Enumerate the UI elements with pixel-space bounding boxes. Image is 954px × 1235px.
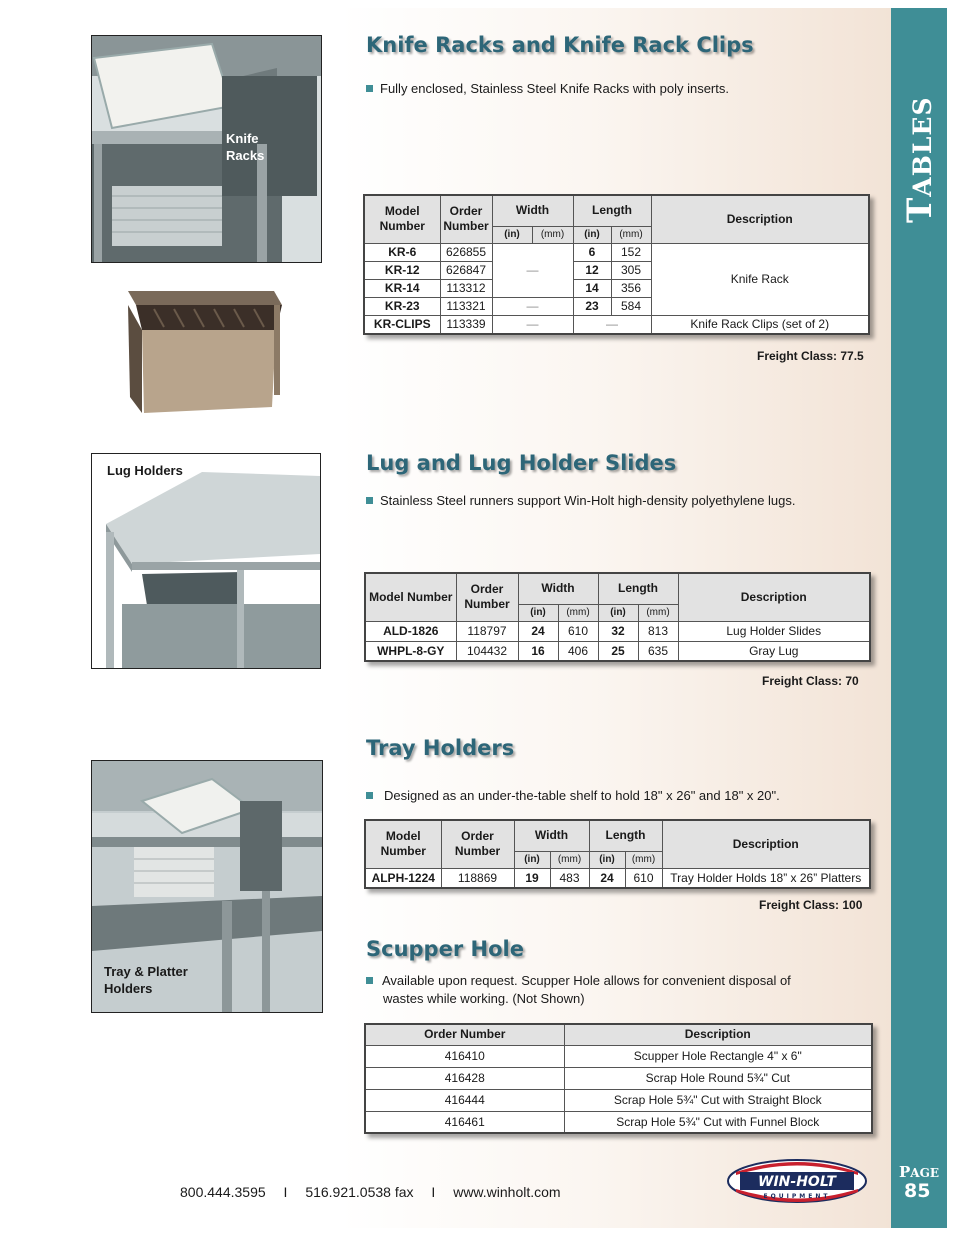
table-row: 416444 Scrap Hole 5¾" Cut with Straight Block xyxy=(365,1089,872,1111)
footer-separator: I xyxy=(431,1184,436,1200)
col-length: Length xyxy=(573,195,651,226)
section-title-initial: T xyxy=(900,196,940,223)
table-row: 416428 Scrap Hole Round 5¾" Cut xyxy=(365,1067,872,1089)
col-order-number: Order Number xyxy=(440,195,492,243)
unit-in: (in) xyxy=(589,851,625,868)
knife-racks-heading: Knife Racks and Knife Rack Clips xyxy=(366,33,754,57)
knife-rack-description: Knife Rack xyxy=(651,243,869,315)
table-row: KR-CLIPS 113339 — — Knife Rack Clips (set of 2) xyxy=(364,315,869,334)
unit-in: (in) xyxy=(598,604,638,621)
table-row: 416410 Scupper Hole Rectangle 4" x 6" xyxy=(365,1045,872,1067)
col-order-number: Order Number xyxy=(441,820,514,868)
footer-contact xyxy=(180,1184,575,1200)
knife-racks-label: Knife Racks xyxy=(226,131,265,163)
unit-in: (in) xyxy=(514,851,550,868)
unit-mm: (mm) xyxy=(638,604,678,621)
tray-holder-photo xyxy=(91,760,323,1013)
table-row: 416461 Scrap Hole 5¾" Cut with Funnel Block xyxy=(365,1111,872,1133)
footer-separator: I xyxy=(283,1184,288,1200)
lug-holders-label: Lug Holders xyxy=(107,463,183,478)
win-holt-logo xyxy=(726,1158,868,1204)
col-description: Description xyxy=(564,1024,872,1045)
section-title-rest: ABLES xyxy=(908,96,937,197)
footer-website[interactable]: www.winholt.com xyxy=(453,1184,561,1200)
col-length: Length xyxy=(589,820,662,851)
footer-phone: 800.444.3595 xyxy=(180,1184,266,1200)
col-description: Description xyxy=(662,820,870,868)
tray-holders-freight-class: Freight Class: 100 xyxy=(759,898,863,912)
col-description: Description xyxy=(651,195,869,243)
col-order-number: Order Number xyxy=(456,573,518,621)
col-width: Width xyxy=(518,573,598,604)
table-row: ALD-1826 118797 24 610 32 813 Lug Holder Slides xyxy=(365,621,870,641)
tray-holders-bullet: Designed as an under-the-table shelf to hold 18" x 26" and 18" x 20". xyxy=(366,787,780,805)
knife-racks-bullet: Fully enclosed, Stainless Steel Knife Racks with poly inserts. xyxy=(366,80,729,98)
tray-holders-table xyxy=(364,819,871,889)
bullet-square-icon xyxy=(366,85,373,92)
table-row: KR-6 626855 — 6 152 Knife Rack xyxy=(364,243,869,261)
col-length: Length xyxy=(598,573,678,604)
scupper-hole-heading: Scupper Hole xyxy=(366,937,524,961)
col-model-number: Model Number xyxy=(365,573,456,621)
width-dash: — xyxy=(492,315,573,334)
svg-text:WIN-HOLT: WIN-HOLT xyxy=(758,1174,836,1190)
unit-mm: (mm) xyxy=(611,226,651,243)
unit-in: (in) xyxy=(518,604,558,621)
unit-mm: (mm) xyxy=(532,226,573,243)
bullet-square-icon xyxy=(366,497,373,504)
svg-text:EQUIPMENT: EQUIPMENT xyxy=(763,1193,831,1200)
bullet-square-icon xyxy=(366,977,373,984)
col-width: Width xyxy=(514,820,589,851)
footer-fax: 516.921.0538 fax xyxy=(305,1184,414,1200)
col-model-number: Model Number xyxy=(364,195,440,243)
lug-holders-table xyxy=(364,572,871,662)
table-row: KR-12 626847 12 305 xyxy=(364,261,869,279)
unit-mm: (mm) xyxy=(550,851,589,868)
knife-racks-table xyxy=(363,194,870,335)
unit-in: (in) xyxy=(492,226,532,243)
page-number: 85 xyxy=(904,1180,931,1202)
col-order-number: Order Number xyxy=(365,1024,564,1045)
bullet-square-icon xyxy=(366,792,373,799)
section-title-vertical xyxy=(900,96,940,223)
scupper-hole-table xyxy=(364,1023,873,1134)
table-row: ALPH-1224 118869 19 483 24 610 Tray Holder Holds 18” x 26” Platters xyxy=(365,868,870,888)
page-label: PAGE xyxy=(899,1163,939,1181)
length-dash: — xyxy=(573,315,651,334)
tray-platter-label: Tray & Platter Holders xyxy=(104,964,188,996)
knife-rack-product-photo xyxy=(124,285,284,415)
scupper-hole-bullet: Available upon request. Scupper Hole allows for convenient disposal of wastes while working. (Not Shown) xyxy=(366,972,846,1008)
table-row: KR-23 113321 — 23 584 xyxy=(364,297,869,315)
width-dash: — xyxy=(492,243,573,297)
width-dash: — xyxy=(492,297,573,315)
table-row: KR-14 113312 14 356 xyxy=(364,279,869,297)
lug-holder-photo xyxy=(91,453,321,669)
col-description: Description xyxy=(678,573,870,621)
lug-holders-bullet: Stainless Steel runners support Win-Holt high-density polyethylene lugs. xyxy=(366,492,796,510)
col-model-number: Model Number xyxy=(365,820,441,868)
unit-mm: (mm) xyxy=(625,851,662,868)
unit-in: (in) xyxy=(573,226,611,243)
table-row: WHPL-8-GY 104432 16 406 25 635 Gray Lug xyxy=(365,641,870,661)
knife-racks-freight-class: Freight Class: 77.5 xyxy=(757,349,864,363)
unit-mm: (mm) xyxy=(558,604,598,621)
lug-holders-freight-class: Freight Class: 70 xyxy=(762,674,859,688)
knife-rack-table-photo xyxy=(91,35,322,263)
tray-holders-heading: Tray Holders xyxy=(366,736,515,760)
col-width: Width xyxy=(492,195,573,226)
lug-holders-heading: Lug and Lug Holder Slides xyxy=(366,451,677,475)
